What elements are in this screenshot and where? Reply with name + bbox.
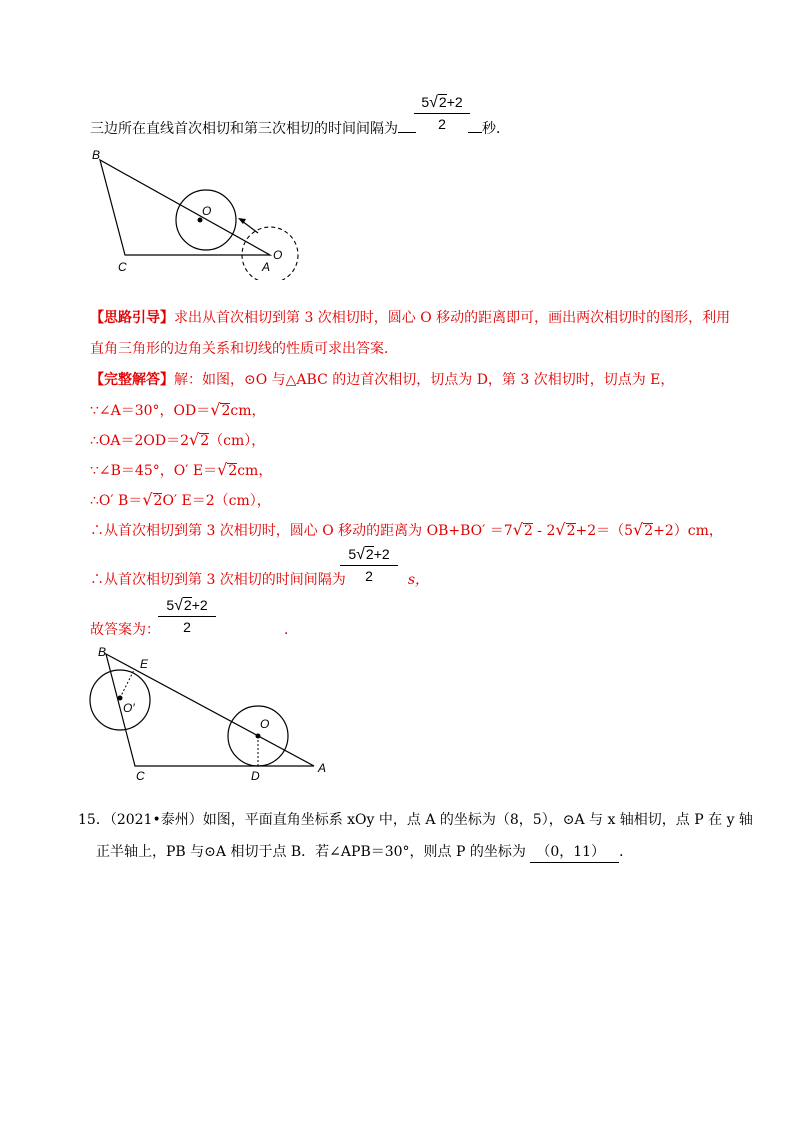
solution-step-1: ∵∠A＝30°，OD＝√2cm，	[90, 400, 266, 419]
answer-fraction-solution: $\frac{5√2+2}{2}$	[340, 546, 398, 584]
solution-line-1: 【完整解答】解：如图，⊙O 与△ABC 的边首次相切，切点为 D，第 3 次相切时，切点为 E，	[90, 372, 675, 388]
question-15-line-1: 15．（2021•泰州）如图，平面直角坐标系 xOy 中，点 A 的坐标为（8，5），⊙A 与 x 轴相切，点 P 在 y 轴	[78, 812, 753, 828]
answer-fraction-top: $\frac{5√2+2}{2}$	[414, 94, 470, 132]
label-O-prime: O′	[123, 701, 135, 715]
solution-step-2: ∴OA＝2OD＝2√2（cm），	[90, 430, 266, 449]
question-15-line-2: 正半轴上，PB 与⊙A 相切于点 B．若∠APB＝30°，则点 P 的坐标为 （0，11） ．	[96, 842, 633, 863]
label-O-circle: O	[202, 204, 212, 218]
analysis-line-1: 【思路引导】求出从首次相切到第 3 次相切时，圆心 O 移动的距离即可，画出两次相切时的图形，利用	[90, 310, 731, 326]
analysis-line-2: 直角三角形的边角关系和切线的性质可求出答案．	[90, 341, 398, 357]
solution-step-5: ∴从首次相切到第 3 次相切时，圆心 O 移动的距离为 OB+BO′ ＝7√2 - 2√2+2＝（5√2+2）cm，	[90, 520, 723, 539]
question-text: 三边所在直线首次相切和第三次相切的时间间隔为	[90, 121, 398, 137]
analysis-tag: 【思路引导】	[90, 310, 174, 326]
solution-step-3: ∵∠B＝45°，O′ E＝√2cm，	[90, 460, 273, 479]
solution-answer-line: 故答案为： ．	[90, 622, 298, 638]
label-A: A	[262, 260, 271, 274]
question-15-answer: （0，11）	[530, 842, 619, 863]
label-A: A	[318, 761, 327, 775]
answer-fraction-final: $\frac{5√2+2}{2}$	[158, 597, 216, 635]
label-O: O	[260, 717, 270, 731]
label-O-dashed: O	[273, 248, 283, 262]
label-C: C	[136, 769, 145, 783]
solution-tag: 【完整解答】	[90, 372, 174, 388]
answer-blank-right	[468, 118, 482, 133]
label-D: D	[251, 769, 260, 783]
label-C: C	[118, 260, 127, 274]
label-B: B	[98, 645, 107, 659]
label-B: B	[92, 148, 101, 162]
figure-1-triangle	[80, 145, 310, 280]
solution-step-6: ∴从首次相切到第 3 次相切的时间间隔为 s，	[90, 572, 429, 588]
solution-step-4: ∴O′ B＝√2O′ E＝2（cm），	[90, 490, 271, 509]
label-E: E	[140, 657, 149, 671]
unit-seconds: 秒．	[482, 121, 510, 137]
figure-2-triangle	[80, 640, 350, 785]
